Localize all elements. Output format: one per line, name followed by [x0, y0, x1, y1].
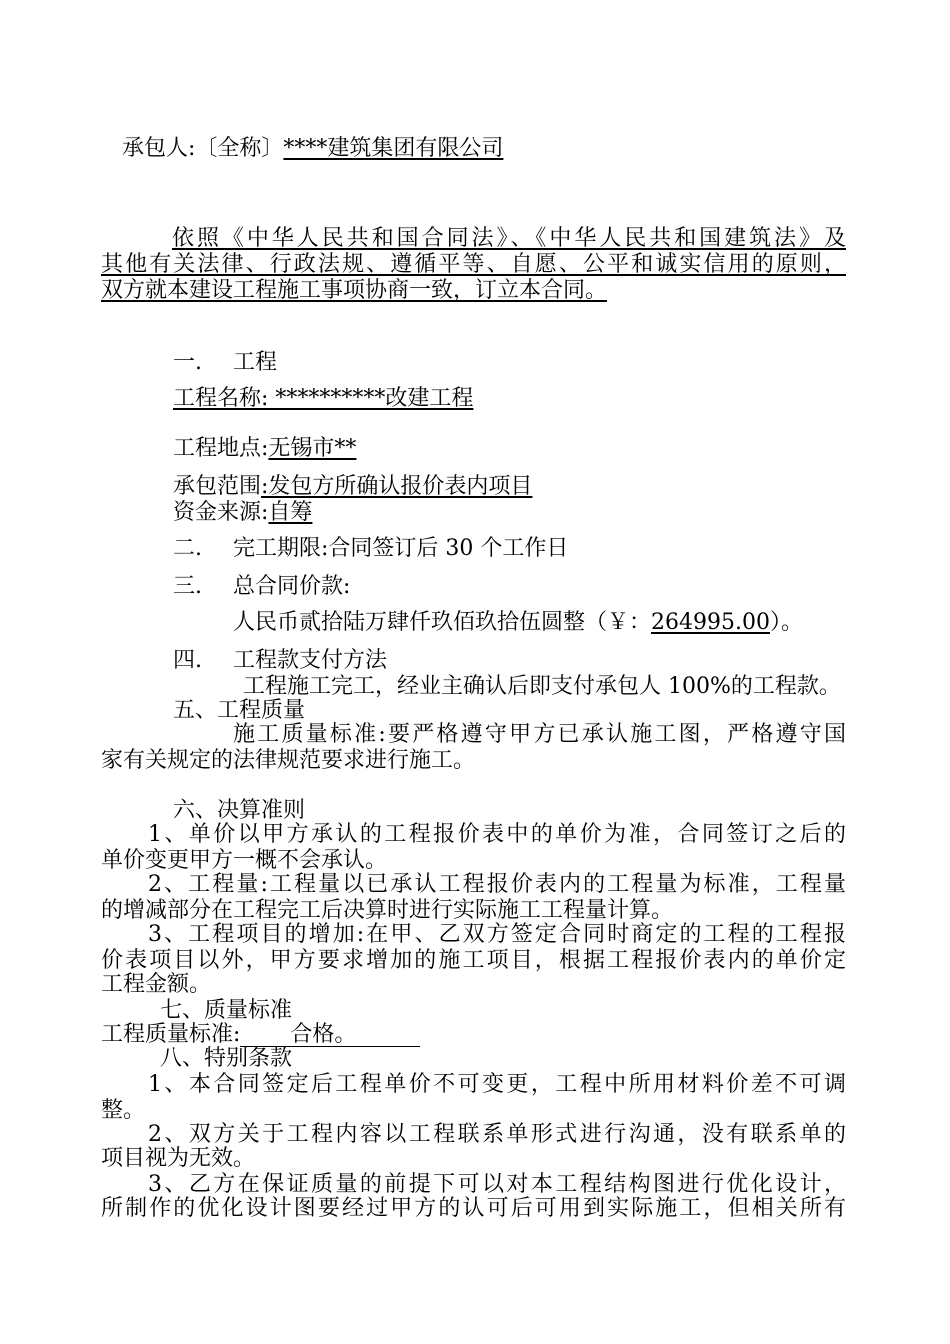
funding-source: 资金来源:自筹 — [173, 500, 313, 525]
section4-title: 工程款支付方法 — [233, 648, 388, 673]
section1-title: 工程 — [233, 350, 278, 375]
payment-terms: 工程施工完工，经业主确认后即支付承包人 100%的工程款。 — [243, 674, 841, 699]
contract-amount: 人民币贰拾陆万肆仟玖佰玖拾伍圆整（￥：264995.00）。 — [233, 610, 804, 635]
special-item2-line1: 2、双方关于工程内容以工程联系单形式进行沟通，没有联系单的 — [148, 1122, 846, 1147]
section5-title: 五、工程质量 — [173, 698, 306, 723]
project-location: 工程地点:无锡市** — [173, 436, 357, 461]
contractor-line — [122, 136, 503, 162]
settlement-item1-line1: 1、单价以甲方承认的工程报价表中的单价为准，合同签订之后的 — [148, 822, 846, 847]
section1-number: 一. — [173, 350, 202, 375]
project-name: 工程名称: **********改建工程 — [173, 386, 474, 411]
section3-number: 三. — [173, 574, 202, 599]
settlement-item2-line2: 的增减部分在工程完工后决算时进行实际施工工程量计算。 — [101, 898, 674, 923]
settlement-item3-line2: 价表项目以外，甲方要求增加的施工项目，根据工程报价表内的单价定 — [101, 948, 846, 973]
contract-scope: 承包范围:发包方所确认报价表内项目 — [173, 474, 533, 499]
settlement-item3-line1: 3、工程项目的增加:在甲、乙双方签定合同时商定的工程的工程报 — [148, 922, 846, 947]
settlement-item2-line1: 2、工程量:工程量以已承认工程报价表内的工程量为标准，工程量 — [148, 872, 846, 897]
contractor-name: ****建筑集团有限公司 — [283, 136, 504, 161]
section6-title: 六、决算准则 — [173, 798, 306, 823]
section7-title: 七、质量标准 — [160, 998, 293, 1023]
preamble-line-3: 双方就本建设工程施工事项协商一致，订立本合同。 — [101, 278, 608, 303]
contractor-label: 承包人:〔全称〕 — [122, 136, 284, 161]
section4-number: 四. — [173, 648, 202, 673]
completion-period: 完工期限:合同签订后 30 个工作日 — [233, 536, 569, 561]
special-item3-line1: 3、乙方在保证质量的前提下可以对本工程结构图进行优化设计， — [148, 1172, 846, 1197]
quality-standard-line-1: 施工质量标准:要严格遵守甲方已承认施工图，严格遵守国 — [233, 722, 846, 747]
special-item1-line1: 1、本合同签定后工程单价不可变更，工程中所用材料价差不可调 — [148, 1072, 846, 1097]
quality-grade-line: 工程质量标准: 合格。 — [101, 1022, 420, 1048]
preamble-line-2: 其他有关法律、行政法规、遵循平等、自愿、公平和诚实信用的原则， — [101, 252, 846, 277]
settlement-item3-line3: 工程金额。 — [101, 972, 212, 997]
settlement-item1-line2: 单价变更甲方一概不会承认。 — [101, 848, 388, 873]
preamble-line-1: 依照《中华人民共和国合同法》、《中华人民共和国建筑法》及 — [172, 226, 846, 251]
special-item3-line2: 所制作的优化设计图要经过甲方的认可后可用到实际施工，但相关所有 — [101, 1196, 846, 1221]
section3-title: 总合同价款: — [233, 574, 351, 599]
section8-title: 八、特别条款 — [160, 1046, 293, 1071]
quality-standard-line-2: 家有关规定的法律规范要求进行施工。 — [101, 748, 476, 773]
quality-grade-value: 合格。 — [290, 1022, 357, 1047]
special-item2-line2: 项目视为无效。 — [101, 1146, 256, 1171]
special-item1-line2: 整。 — [101, 1098, 146, 1123]
section2-number: 二. — [173, 536, 202, 561]
